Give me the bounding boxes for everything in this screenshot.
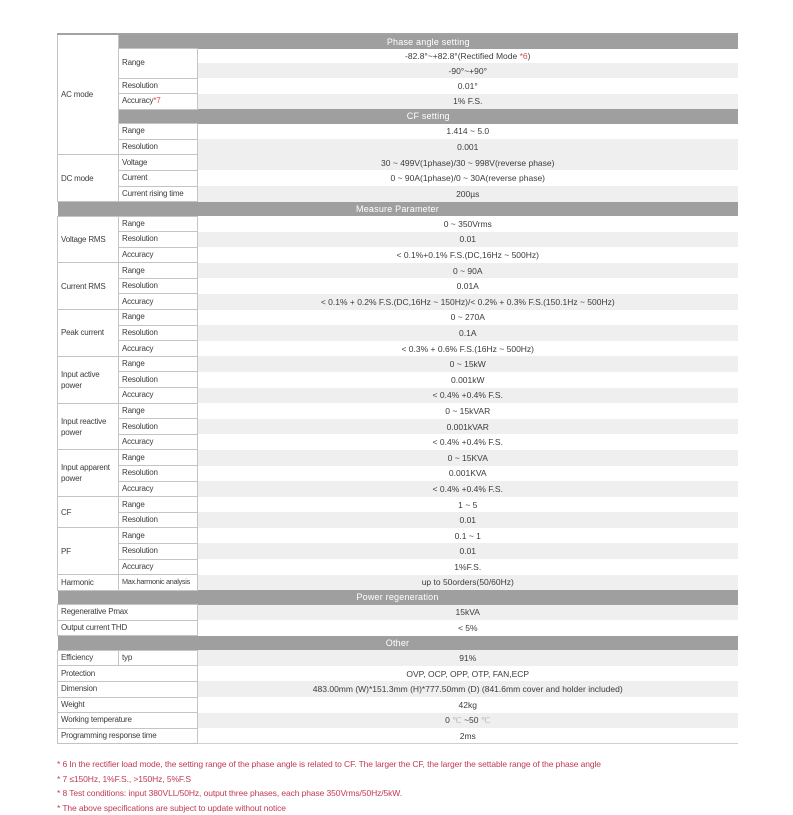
spec-value: 0.1 ~ 1 <box>198 528 738 544</box>
footnote-line: * 6 In the rectifier load mode, the setting range of the phase angle is related to CF. The larger the CF, the larger the settable range of the phase angle <box>57 759 601 770</box>
group-label-ac-mode: AC mode <box>58 34 119 155</box>
spec-value-text: ) <box>527 51 531 62</box>
spec-value: 0 ~ 270A <box>198 310 738 326</box>
table-row <box>58 481 738 497</box>
spec-value: 30 ~ 499V(1phase)/30 ~ 998V(reverse phase) <box>198 155 738 171</box>
spec-row-label-text: Accuracy <box>122 96 154 106</box>
table-row <box>58 605 738 621</box>
spec-value: 0 ~ 15KVA <box>198 450 738 466</box>
spec-row-label: Resolution <box>119 512 198 528</box>
footnote-line: * 7 ≤150Hz, 1%F.S., >150Hz, 5%F.S <box>57 773 191 784</box>
spec-row-label: Accuracy <box>119 481 198 497</box>
table-row <box>58 186 738 202</box>
spec-value: 0 ~ 15kVAR <box>198 403 738 419</box>
spec-value: 1% F.S. <box>198 94 738 110</box>
table-row <box>58 620 738 636</box>
spec-value: < 0.1%+0.1% F.S.(DC,16Hz ~ 500Hz) <box>198 247 738 263</box>
group-label-input-apparent-power: Input apparent power <box>58 450 119 497</box>
spec-value <box>198 49 738 64</box>
table-row <box>58 403 738 419</box>
table-row <box>58 728 738 744</box>
spec-row-label: Regenerative Pmax <box>58 605 198 621</box>
group-label-harmonic: Harmonic <box>58 575 119 591</box>
spec-value: 1.414 ~ 5.0 <box>198 124 738 140</box>
spec-value: 483.00mm (W)*151.3mm (H)*777.50mm (D) (841.6mm cover and holder included) <box>198 681 738 697</box>
table-row <box>58 341 738 357</box>
spec-value: < 0.4% +0.4% F.S. <box>198 388 738 404</box>
spec-value: 0.001kVAR <box>198 419 738 435</box>
table-row <box>58 543 738 559</box>
spec-row-label: Working temperature <box>58 713 198 729</box>
table-row <box>58 559 738 575</box>
spec-row-label: Efficiency <box>58 650 119 666</box>
table-row <box>58 372 738 388</box>
section-header-row <box>58 590 738 604</box>
table-row <box>58 681 738 697</box>
spec-value: 1%F.S. <box>198 559 738 575</box>
table-row <box>58 575 738 591</box>
group-label-dc-mode: DC mode <box>58 155 119 202</box>
table-row <box>58 356 738 372</box>
spec-row-label: Accuracy <box>119 559 198 575</box>
group-label-pf: PF <box>58 528 119 575</box>
spec-row-label: Range <box>119 310 198 326</box>
spec-value: -90°~+90° <box>198 63 738 78</box>
spec-row-label: Output current THD <box>58 620 198 636</box>
spec-row-label: Resolution <box>119 278 198 294</box>
table-row <box>58 263 738 279</box>
spec-row-label: Range <box>119 216 198 232</box>
spec-value: 0.001 <box>198 139 738 155</box>
spec-sheet <box>57 33 737 815</box>
table-row <box>58 78 738 94</box>
spec-value: 1 ~ 5 <box>198 497 738 513</box>
spec-row-label: Range <box>119 528 198 544</box>
table-row <box>58 434 738 450</box>
section-header-measure-parameter: Measure Parameter <box>58 202 738 216</box>
group-label-voltage-rms: Voltage RMS <box>58 216 119 263</box>
spec-value: 0 ~ 90A(1phase)/0 ~ 30A(reverse phase) <box>198 170 738 186</box>
table-row <box>58 278 738 294</box>
spec-value: 200µs <box>198 186 738 202</box>
degree-celsius-icon: ℃ <box>480 715 491 726</box>
spec-row-label: Resolution <box>119 543 198 559</box>
spec-row-label: Dimension <box>58 681 198 697</box>
spec-value-text: -82.8°~+82.8°(Rectified Mode <box>405 51 520 62</box>
spec-value: < 5% <box>198 620 738 636</box>
spec-row-label: Voltage <box>119 155 198 171</box>
spec-row-label <box>119 94 198 110</box>
spec-value: 0.01 <box>198 232 738 248</box>
section-header-row <box>58 636 738 650</box>
section-header-row <box>58 34 738 49</box>
spec-value: 0 ~ 15kW <box>198 356 738 372</box>
spec-row-label: Resolution <box>119 466 198 482</box>
table-row <box>58 450 738 466</box>
spec-row-label: Resolution <box>119 232 198 248</box>
table-row <box>58 155 738 171</box>
footnote-line: * The above specifications are subject to update without notice <box>57 802 286 813</box>
section-header-other: Other <box>58 636 738 650</box>
spec-value: < 0.4% +0.4% F.S. <box>198 434 738 450</box>
group-label-input-active-power: Input active power <box>58 356 119 403</box>
table-row <box>58 697 738 713</box>
spec-value: 0 ~ 350Vrms <box>198 216 738 232</box>
spec-row-label: Resolution <box>119 419 198 435</box>
spec-value-text: 0 <box>445 715 453 726</box>
spec-value: 0.01 <box>198 543 738 559</box>
spec-value: 0.001kW <box>198 372 738 388</box>
spec-value: 0.001KVA <box>198 466 738 482</box>
table-row <box>58 294 738 310</box>
footnote-ref-6: *6 <box>519 51 528 62</box>
spec-row-label: Resolution <box>119 78 198 94</box>
section-header-power-regeneration: Power regeneration <box>58 590 738 604</box>
group-label-peak-current: Peak current <box>58 310 119 357</box>
table-row <box>58 310 738 326</box>
spec-row-label: Programming response time <box>58 728 198 744</box>
spec-value-text: ~50 <box>461 715 481 726</box>
spec-value: 15kVA <box>198 605 738 621</box>
table-row <box>58 124 738 140</box>
section-header-phase-angle: Phase angle setting <box>119 34 738 49</box>
spec-row-label: Range <box>119 403 198 419</box>
group-label-cf: CF <box>58 497 119 528</box>
table-row <box>58 666 738 682</box>
spec-row-label: Resolution <box>119 325 198 341</box>
spec-row-label: Range <box>119 497 198 513</box>
spec-value: < 0.3% + 0.6% F.S.(16Hz ~ 500Hz) <box>198 341 738 357</box>
table-row <box>58 497 738 513</box>
spec-row-label: Current rising time <box>119 186 198 202</box>
table-row <box>58 528 738 544</box>
degree-celsius-icon: ℃ <box>452 715 462 726</box>
spec-value: < 0.4% +0.4% F.S. <box>198 481 738 497</box>
footnotes <box>57 757 737 815</box>
spec-row-label: Range <box>119 263 198 279</box>
footnote-line: * 8 Test conditions: input 380VLL/50Hz, output three phases, each phase 350Vrms/50Hz/5kW. <box>57 788 403 799</box>
spec-value: 2ms <box>198 728 738 744</box>
table-row <box>58 216 738 232</box>
footnote-ref-7: *7 <box>153 96 161 106</box>
table-row <box>58 512 738 528</box>
table-row <box>58 139 738 155</box>
spec-row-label: Range <box>119 356 198 372</box>
spec-row-label: Accuracy <box>119 434 198 450</box>
spec-row-label: Range <box>119 124 198 140</box>
spec-value: 0.01° <box>198 78 738 94</box>
table-row <box>58 49 738 64</box>
spec-row-label: Resolution <box>119 139 198 155</box>
spec-value: 0.1A <box>198 325 738 341</box>
spec-row-label: Resolution <box>119 372 198 388</box>
spec-value: 42kg <box>198 697 738 713</box>
table-row <box>58 713 738 729</box>
table-row <box>58 247 738 263</box>
table-row <box>58 419 738 435</box>
spec-row-label: Accuracy <box>119 341 198 357</box>
spec-value: 91% <box>198 650 738 666</box>
spec-value: up to 50orders(50/60Hz) <box>198 575 738 591</box>
spec-value: 0 ~ 90A <box>198 263 738 279</box>
spec-row-label: Weight <box>58 697 198 713</box>
section-header-row <box>58 202 738 216</box>
spec-row-label: Accuracy <box>119 247 198 263</box>
spec-value: 0.01A <box>198 278 738 294</box>
table-row <box>58 325 738 341</box>
spec-row-label: Protection <box>58 666 198 682</box>
spec-row-label: Accuracy <box>119 294 198 310</box>
spec-table <box>57 33 738 744</box>
spec-value: 0.01 <box>198 512 738 528</box>
spec-row-label: Range <box>119 49 198 78</box>
spec-value: OVP, OCP, OPP, OTP, FAN,ECP <box>198 666 738 682</box>
spec-row-label: Current <box>119 170 198 186</box>
spec-value: < 0.1% + 0.2% F.S.(DC,16Hz ~ 150Hz)/< 0.2% + 0.3% F.S.(150.1Hz ~ 500Hz) <box>198 294 738 310</box>
table-row <box>58 232 738 248</box>
table-row <box>58 388 738 404</box>
table-row <box>58 94 738 110</box>
spec-row-label: Max.harmonic analysis <box>119 575 198 591</box>
group-label-current-rms: Current RMS <box>58 263 119 310</box>
spec-value <box>198 713 738 729</box>
table-row <box>58 170 738 186</box>
spec-row-label: Accuracy <box>119 388 198 404</box>
section-header-row <box>58 109 738 123</box>
table-row <box>58 650 738 666</box>
spec-row-label: Range <box>119 450 198 466</box>
group-label-input-reactive-power: Input reactive power <box>58 403 119 450</box>
spec-row-sublabel: typ <box>119 650 198 666</box>
table-row <box>58 466 738 482</box>
section-header-cf-setting: CF setting <box>119 109 738 123</box>
